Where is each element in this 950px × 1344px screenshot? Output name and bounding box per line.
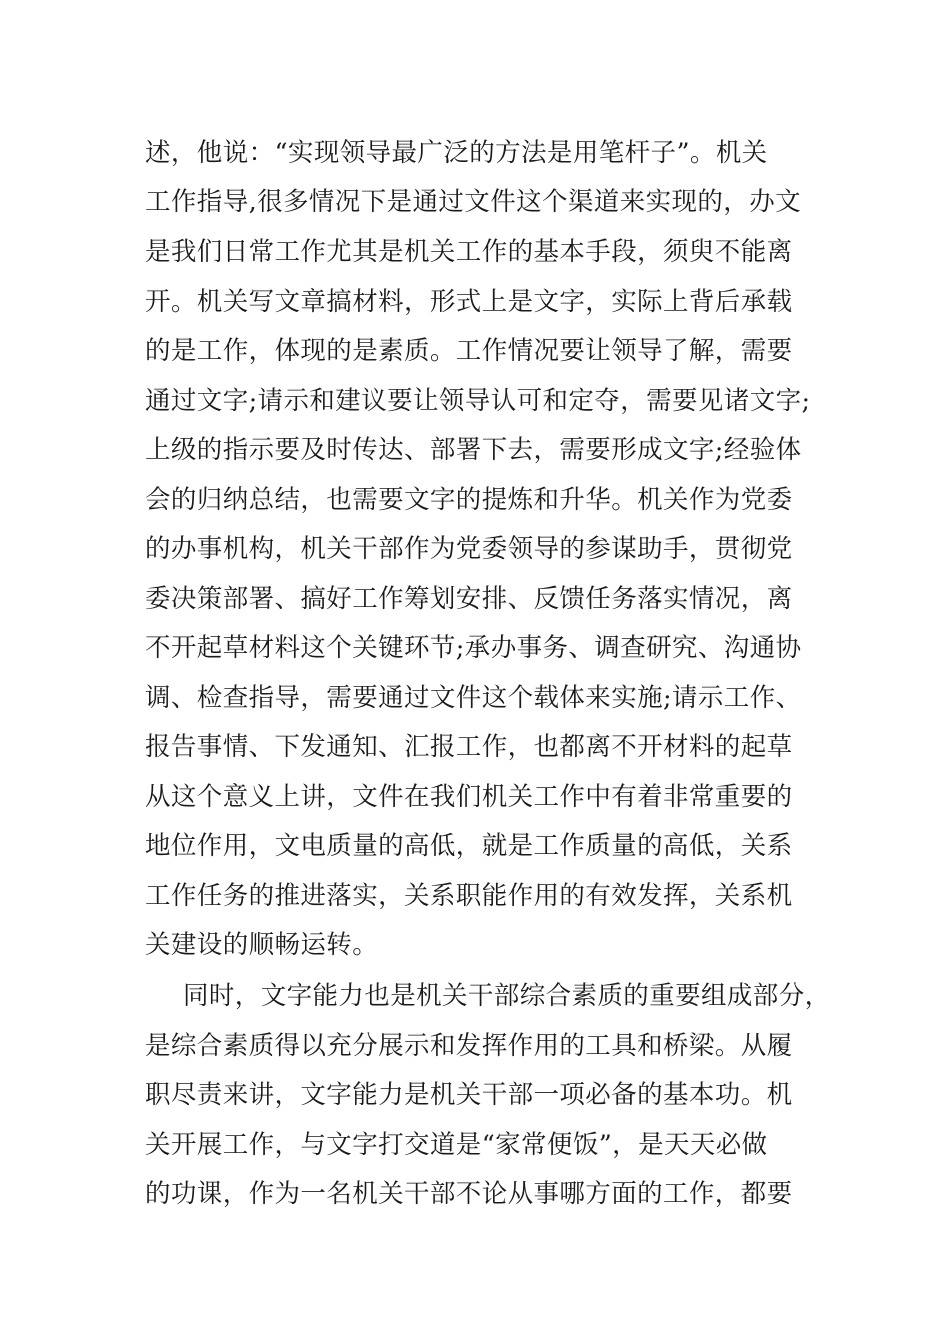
- text-line: 委决策部署、搞好工作筹划安排、反馈任务落实情况，离: [145, 584, 793, 614]
- paragraph-first-line: 同时，文字能力也是机关干部综合素质的重要组成部分，: [183, 981, 831, 1011]
- text-line: 上级的指示要及时传达、部署下去，需要形成文字;经验体: [145, 435, 802, 465]
- text-line: 报告事情、下发通知、汇报工作，也都离不开材料的起草: [145, 732, 793, 762]
- text-line: 会的归纳总结，也需要文字的提炼和升华。机关作为党委: [145, 485, 793, 515]
- text-line: 关开展工作，与文字打交道是“家常便饭”，是天天必做: [145, 1130, 768, 1160]
- text-line: 通过文字;请示和建议要让领导认可和定夺，需要见诸文字;: [145, 386, 811, 416]
- text-line: 开。机关写文章搞材料，形式上是文字，实际上背后承载: [145, 287, 793, 317]
- text-line: 是我们日常工作尤其是机关工作的基本手段，须臾不能离: [145, 237, 793, 267]
- text-line: 的办事机构，机关干部作为党委领导的参谋助手，贯彻党: [145, 534, 793, 564]
- text-line: 地位作用，文电质量的高低，就是工作质量的高低，关系: [145, 831, 793, 861]
- text-line: 从这个意义上讲，文件在我们机关工作中有着非常重要的: [145, 782, 793, 812]
- text-line: 的功课，作为一名机关干部不论从事哪方面的工作，都要: [145, 1179, 793, 1209]
- text-line: 是综合素质得以充分展示和发挥作用的工具和桥梁。从履: [145, 1031, 793, 1061]
- text-line: 职尽责来讲，文字能力是机关干部一项必备的基本功。机: [145, 1080, 793, 1110]
- text-line: 述，他说：“实现领导最广泛的方法是用笔杆子”。机关: [145, 138, 768, 168]
- text-line: 工作指导,很多情况下是通过文件这个渠道来实现的，办文: [145, 187, 802, 217]
- text-line: 不开起草材料这个关键环节;承办事务、调查研究、沟通协: [145, 633, 802, 663]
- text-line: 关建设的顺畅运转。: [145, 930, 379, 960]
- text-line: 调、检查指导，需要通过文件这个载体来实施;请示工作、: [145, 683, 802, 713]
- text-line: 的是工作，体现的是素质。工作情况要让领导了解，需要: [145, 336, 793, 366]
- text-line: 工作任务的推进落实，关系职能作用的有效发挥，关系机: [145, 881, 793, 911]
